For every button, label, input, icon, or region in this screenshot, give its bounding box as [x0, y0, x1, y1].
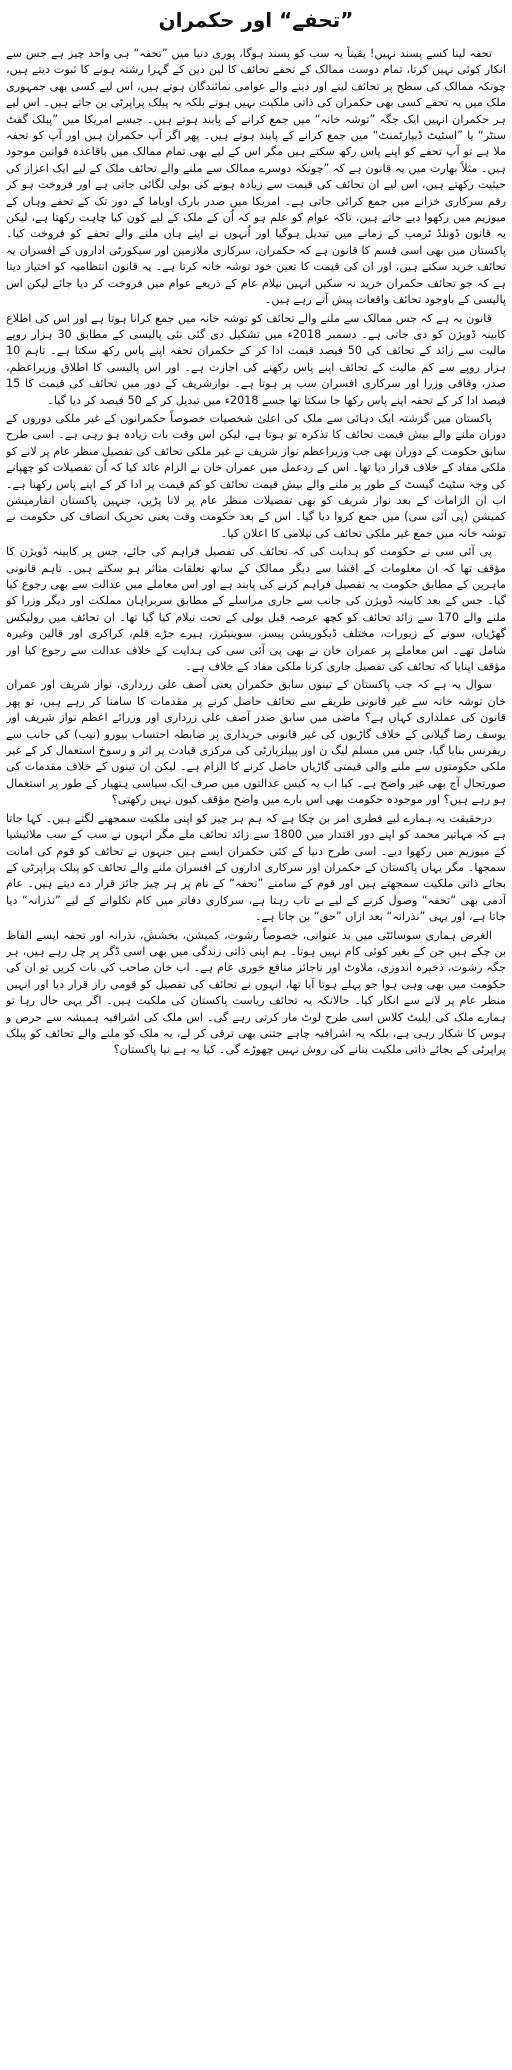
article-body — [6, 46, 506, 2064]
paragraph: الغرض ہماری سوسائٹی میں بد عنوانی، خصوصاً رشوت، کمیشن، بخشش، نذرانہ اور تحفہ ایسے الفاظ بن چکے ہیں جن کے بغیر کوئی کام نہیں ہوتا۔ ہم اپنی ذاتی زندگی میں بھی اسی ڈگر پر چل رہے ہیں، ہر جگہ رشوت، ذخیرہ اندوزی، ملاوٹ اور ناجائز منافع خوری عام ہے۔ اب خان صاحب کی بات کریں تو ان کی حکومت میں بھی وہی ہوا جو پہلے ہوتا آیا تھا، انہوں نے تحائف کی تفصیل کو قومی راز قرار دیا اور انہیں منظر عام پر لانے سے انکار کیا۔ حالانکہ یہ تحائف ریاست پاکستان کی ملکیت ہیں۔ اگر یہی حال رہا تو ہمارے ملک کی ایلیٹ کلاس اسی طرح لوٹ مار کرتی رہے گی۔ اس ملک کی اشرافیہ ہمیشہ سے حرص و ہوس کا شکار رہی ہے، بلکہ یہ اشرافیہ چاہے جتنی بھی ترقی کر لے، یہ ملک کو ملنے والے تحائف کو پبلک پراپرٹی کے بجائے ذاتی ملکیت بنانے کی روش نہیں چھوڑے گی۔ کیا یہ ہے نیا پاکستان؟ — [6, 928, 506, 1057]
paragraph: سوال یہ ہے کہ جب پاکستان کے تینوں سابق حکمران یعنی آصف علی زرداری، نواز شریف اور عمران خان توشہ خانہ سے غیر قانونی طریقے سے تحائف حاصل کرنے پر مقدمات کا سامنا کر رہے ہیں، تو پھر قانون کی عملداری کہاں ہے؟ ماضی میں سابق صدر آصف علی زرداری اور وزرائے اعظم نواز شریف اور یوسف رضا گیلانی کے خلاف گاڑیوں کی غیر قانونی خریداری پر ضابطہ احتساب بیورو (نیب) کی جانب سے ریفرنس بنایا گیا، جس میں مسلم لیگ ن اور پیپلزپارٹی کی مرکزی قیادت پر اثر و رسوخ استعمال کر کے غیر ملکی حکومتوں سے ملنے والی قیمتی گاڑیاں حاصل کرنے کا الزام ہے۔ لیکن ان تینوں کے خلاف مقدمات کی صورتحال آج بھی غیر واضح ہے۔ کیا اب یہ کیس عدالتوں میں صرف ایک سیاسی ہتھیار کے طور پر استعمال ہو رہے ہیں؟ اور موجودہ حکومت بھی اس بارے میں واضح مؤقف کیوں نہیں رکھتی؟ — [6, 678, 506, 807]
paragraph: درحقیقت یہ ہمارے لیے فطری امر بن چکا ہے کہ ہم ہر چیز کو اپنی ملکیت سمجھنے لگتے ہیں۔ کہا جاتا ہے کہ مہاتیر محمد کو اپنے دور اقتدار میں 1800 سے زائد تحائف ملے مگر انہوں نے سب کے سب ملائیشیا کے میوزیم میں رکھوا دیے۔ اسی طرح دنیا کے کئی حکمران ایسے ہیں جنہوں نے تحائف کو قوم کی امانت سمجھا۔ مگر یہاں پاکستان کے حکمران اور سرکاری اداروں کے افسران ملنے والے تحائف کو پبلک پراپرٹی کے بجائے ذاتی ملکیت سمجھتے ہیں اور قوم کے سامنے ”تحفہ“ کے نام پر ہر چیز جائز قرار دے دیتے ہیں۔ عام آدمی بھی ”تحفہ“ وصول کرنے کے لیے بے تاب رہتا ہے، سرکاری دفاتر میں کام نکلوانے کے لیے ”نذرانہ“ دیا جاتا ہے، اور یہی ”نذرانہ“ بعد ازاں ”حق“ بن جاتا ہے۔ — [6, 811, 506, 924]
paragraph: پاکستان میں گزشتہ ایک دہائی سے ملک کی اعلیٰ شخصیات خصوصاً حکمرانوں کے غیر ملکی دوروں کے دوران ملنے والے بیش قیمت تحائف کا تذکرہ تو ہوتا ہے، لیکن اس وقت بات زیادہ ہو رہی ہے۔ اسی طرح سابق حکومت کے دوران بھی جب وزیراعظم نواز شریف نے غیر ملکی تحائف کی تفصیل منظر عام پر لانے کو ملکی مفاد کے خلاف قرار دیا تھا۔ اس کے ردعمل میں عمران خان نے الزام عائد کیا کہ اُن تفصیلات کو چھپانے کی وجہ سٹیٹ گیسٹ کے طور پر ملنے والے بیش قیمت تحائف کو کم قیمت پر ادا کر کے اپنے پاس رکھنا ہے۔ اب ان الزامات کے بعد نواز شریف کو بھی تفصیلات منظر عام پر لانا پڑیں، جنہیں پاکستان انفارمیشن کمیشن (پی آئی سی) میں جمع کروا دیا گیا۔ اس کے بعد حکومت وقت یعنی تحریک انصاف کی حکومت نے توشہ خانہ میں جمع غیر ملکی تحائف کی نیلامی کا اعلان کیا۔ — [6, 411, 506, 540]
article-title: ”تحفے“ اور حکمران — [158, 8, 354, 32]
paragraph: پی آئی سی نے حکومت کو ہدایت کی کہ تحائف کی تفصیل فراہم کی جائے، جس پر کابینہ ڈویژن کا مؤقف تھا کہ ان معلومات کے افشا سے دیگر ممالک کے ساتھ تعلقات متاثر ہو سکتے ہیں۔ تاہم قانونی ماہرین کے مطابق حکومت یہ تفصیل فراہم کرنے کی پابند ہے اور اس معاملے میں عدالت سے بھی رجوع کیا گیا۔ جس کے بعد کابینہ ڈویژن کی جانب سے جاری مراسلے کے مطابق سربراہان مملکت اور دیگر وزرا کو ملنے والے 170 سے زائد تحائف کو کچھ عرصہ قبل بولی کے تحت نیلام کیا گیا تھا۔ ان تحائف میں رولیکس گھڑیاں، سونے کے زیورات، مختلف ڈیکوریشن پیسز، سوینیئرز، ہیرے جڑے قلم، کراکری اور قالین وغیرہ شامل تھے۔ اس معاملے پر عمران خان نے بھی پی آئی سی کی ہدایت کے خلاف عدالت سے رجوع کیا اور مؤقف اپنایا کہ تحائف کی تفصیل جاری کرنا ملکی مفاد کے خلاف ہے۔ — [6, 545, 506, 674]
paragraph: تحفہ لینا کسے پسند نہیں! یقیناً یہ سب کو پسند ہوگا، پوری دنیا میں ”تحفہ“ ہی واحد چیز ہے جس سے انکار کوئی نہیں کرتا، تمام دوست ممالک کے تحفے تحائف کا لین دین کے گہرا رشتہ ہونے کا ثبوت دیتے ہیں، چونکہ ممالک کی سطح پر تحائف لینے اور دینے والے عوامی نمائندگان ہوتے ہیں، اس لیے کسی بھی جمہوری ملک میں یہ تحفے کسی بھی حکمران کی ذاتی ملکیت نہیں ہوتے بلکہ یہ پبلک پراپرٹی بن جاتے ہیں۔ اس لیے ہر حکمران انہیں ایک جگہ ”توشہ خانہ“ میں جمع کرانے کے پابند ہوتے ہیں۔ جیسے امریکا میں ”پبلک گفٹ سنٹر“ یا ”اسٹیٹ ڈیپارٹمنٹ“ میں جمع کرانے کے پابند ہوتے ہیں۔ پھر اگر آپ حکمران ہیں اور آپ کو تحفہ ملا ہے تو آپ تحفے کو اپنے پاس رکھ سکتے ہیں مگر اس کے لیے بھی تمام ممالک میں باقاعدہ قوانین موجود ہیں۔ مثلاً بھارت میں یہ قانون ہے کہ ”چونکہ دوسرے ممالک سے ملنے والے تحائف ملک کے لیے ایک اعزاز کی حیثیت رکھتے ہیں، اس لیے ان تحائف کی قیمت سے زیادہ ہونے کی بولی لگائی جاتی ہے اور فروخت ہو کر رقم سرکاری خزانے میں جمع کرائی جاتی ہے۔ امریکا میں صدر بارک اوباما کے دور تک کے تحفے وہاں کے میوزیم میں رکھوا دیے جاتے ہیں، تاکہ عوام کو علم ہو کہ اُن کے ملک کے لیے کون کیا چاہت رکھتا ہے، لیکن یہ قانون ڈونلڈ ٹرمپ کے زمانے میں تبدیل ہوگیا اور اُنہوں نے اپنے ہاں ملنے والے تحفے کو فروخت کیا۔ پاکستان میں بھی اسی قسم کا قانون ہے کہ حکمران، سرکاری ملازمین اور سیکورٹی اداروں کے افسران یہ تحائف خرید سکتے ہیں، اور ان کی قیمت کا تعین خود توشہ خانہ کرتا ہے۔ یہ قانون انتظامیہ کو اختیار دیتا ہے کہ جو تحائف حکمران خرید نہ سکیں انہیں نیلام عام کے ذریعے عوام میں فروخت کر دیا جائے لیکن اس پالیسی کے باوجود تحائف واقعات پیش آتے رہے ہیں۔ — [6, 47, 506, 307]
paragraph: قانون یہ ہے کہ جس ممالک سے ملنے والے تحائف کو توشہ خانہ میں جمع کرانا ہوتا ہے اور اس کی اطلاع کابینہ ڈویژن کو دی جاتی ہے۔ دسمبر 2018ء میں تشکیل دی گئی نئی پالیسی کے مطابق 30 ہزار روپے مالیت سے زائد کے تحائف کی 50 فیصد قیمت ادا کر کے حکمران تحفہ اپنے پاس رکھ سکتا ہے۔ تاہم 10 ہزار روپے سے کم مالیت کے تحائف اپنے پاس رکھنے کی اجازت ہے۔ اور اس پالیسی کا اطلاق وزیراعظم، صدر، وفاقی وزرا اور سرکاری افسران سب پر ہوتا ہے۔ نوازشریف کے دور میں تحائف کی قیمت کا 15 فیصد ادا کر کے تحفہ اپنے پاس رکھا جا سکتا تھا جسے 2018ء میں تبدیل کر کے 50 فیصد کر دیا گیا۔ — [6, 311, 506, 407]
